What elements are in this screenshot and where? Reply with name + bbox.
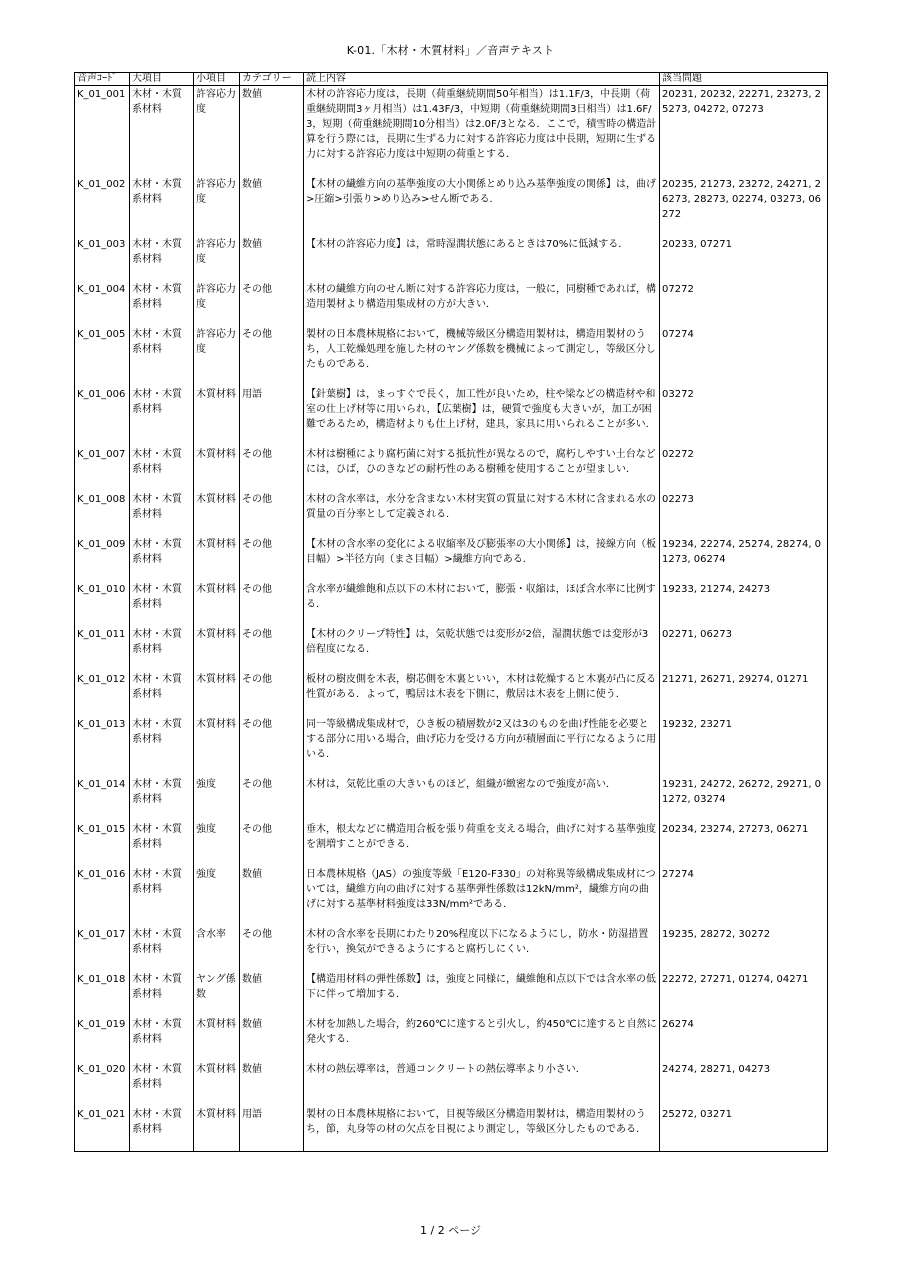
cell-text: 【木材の含水率の変化による収縮率及び膨張率の大小関係】は，接線方向（板目幅）>半径方向（まさ目幅）>繊維方向である． [304, 536, 660, 581]
cell-major: 木材・木質系材料 [130, 776, 194, 821]
cell-code: K_01_020 [75, 1061, 130, 1106]
table-row [75, 671, 828, 716]
cell-minor: 許容応力度 [194, 176, 240, 236]
cell-text: 【構造用材料の弾性係数】は，強度と同様に，繊維飽和点以下では含水率の低下に伴って増加する． [304, 971, 660, 1016]
cell-category: 数値 [240, 1016, 304, 1061]
cell-text: 木材を加熱した場合，約260℃に達すると引火し，約450℃に達すると自然に発火する． [304, 1016, 660, 1061]
table-body [75, 86, 828, 1152]
cell-text: 板材の樹皮側を木表，樹芯側を木裏といい，木材は乾燥すると木裏が凸に反る性質がある．よって，鴨居は木表を下側に，敷居は木表を上側に使う． [304, 671, 660, 716]
cell-problems: 25272, 03271 [660, 1106, 828, 1152]
cell-problems: 19235, 28272, 30272 [660, 926, 828, 971]
cell-code: K_01_003 [75, 236, 130, 281]
cell-text: 木材の熱伝導率は，普通コンクリートの熱伝導率より小さい． [304, 1061, 660, 1106]
cell-minor: 許容応力度 [194, 326, 240, 386]
cell-text: 【木材の許容応力度】は，常時湿潤状態にあるときは70%に低減する． [304, 236, 660, 281]
cell-code: K_01_012 [75, 671, 130, 716]
table-row [75, 581, 828, 626]
cell-minor: 木質材料 [194, 491, 240, 536]
table-row [75, 446, 828, 491]
header-row [75, 73, 828, 86]
cell-category: その他 [240, 536, 304, 581]
cell-minor: 木質材料 [194, 671, 240, 716]
cell-minor: 木質材料 [194, 536, 240, 581]
cell-problems: 20235, 21273, 23272, 24271, 26273, 28273, 02274, 03273, 06272 [660, 176, 828, 236]
cell-category: 数値 [240, 86, 304, 177]
cell-category: その他 [240, 671, 304, 716]
table-row [75, 1016, 828, 1061]
table-row [75, 386, 828, 446]
cell-major: 木材・木質系材料 [130, 926, 194, 971]
cell-minor: 許容応力度 [194, 86, 240, 177]
cell-code: K_01_010 [75, 581, 130, 626]
cell-major: 木材・木質系材料 [130, 971, 194, 1016]
cell-text: 日本農林規格（JAS）の強度等級「E120-F330」の対称異等級構成集成材については，繊維方向の曲げに対する基準弾性係数は12kN/mm²，繊維方向の曲げに対する基準材料強度は33N/mm²である． [304, 866, 660, 926]
cell-minor: 許容応力度 [194, 236, 240, 281]
cell-problems: 19234, 22274, 25274, 28274, 01273, 06274 [660, 536, 828, 581]
page-title: K-01.「木材・木質材料」／音声テキスト [346, 44, 555, 57]
cell-code: K_01_008 [75, 491, 130, 536]
cell-code: K_01_006 [75, 386, 130, 446]
cell-minor: 木質材料 [194, 626, 240, 671]
cell-major: 木材・木質系材料 [130, 86, 194, 177]
cell-major: 木材・木質系材料 [130, 446, 194, 491]
cell-problems: 19233, 21274, 24273 [660, 581, 828, 626]
cell-major: 木材・木質系材料 [130, 491, 194, 536]
cell-problems: 24274, 28271, 04273 [660, 1061, 828, 1106]
cell-major: 木材・木質系材料 [130, 1106, 194, 1152]
cell-code: K_01_019 [75, 1016, 130, 1061]
cell-minor: 木質材料 [194, 386, 240, 446]
cell-text: 垂木，根太などに構造用合板を張り荷重を支える場合，曲げに対する基準強度を割増すことができる． [304, 821, 660, 866]
table-row [75, 176, 828, 236]
cell-text: 含水率が繊維飽和点以下の木材において，膨張・収縮は，ほぼ含水率に比例する． [304, 581, 660, 626]
header-text: 読上内容 [304, 73, 660, 86]
cell-text: 製材の日本農林規格において，目視等級区分構造用製材は，構造用製材のうち，節，丸身等の材の欠点を目視により測定し，等級区分したものである． [304, 1106, 660, 1152]
table-row [75, 536, 828, 581]
header-problems: 該当問題 [660, 73, 828, 86]
cell-major: 木材・木質系材料 [130, 281, 194, 326]
table-row [75, 821, 828, 866]
cell-category: 用語 [240, 386, 304, 446]
cell-category: その他 [240, 926, 304, 971]
table-row [75, 866, 828, 926]
cell-text: 木材の繊維方向のせん断に対する許容応力度は，一般に，同樹種であれば，構造用製材より構造用集成材の方が大きい． [304, 281, 660, 326]
cell-text: 製材の日本農林規格において，機械等級区分構造用製材は，構造用製材のうち，人工乾燥処理を施した材のヤング係数を機械によって測定し，等級区分したものである． [304, 326, 660, 386]
cell-problems: 02271, 06273 [660, 626, 828, 671]
table-row [75, 491, 828, 536]
cell-minor: 木質材料 [194, 446, 240, 491]
cell-code: K_01_021 [75, 1106, 130, 1152]
cell-code: K_01_005 [75, 326, 130, 386]
cell-category: 数値 [240, 176, 304, 236]
cell-category: その他 [240, 581, 304, 626]
cell-problems: 20233, 07271 [660, 236, 828, 281]
cell-problems: 03272 [660, 386, 828, 446]
cell-problems: 20234, 23274, 27273, 06271 [660, 821, 828, 866]
cell-major: 木材・木質系材料 [130, 626, 194, 671]
cell-text: 木材の含水率を長期にわたり20%程度以下になるようにし，防水・防湿措置を行い，換気ができるようにすると腐朽しにくい． [304, 926, 660, 971]
cell-code: K_01_001 [75, 86, 130, 177]
table-row [75, 326, 828, 386]
cell-category: 数値 [240, 236, 304, 281]
cell-code: K_01_018 [75, 971, 130, 1016]
cell-code: K_01_004 [75, 281, 130, 326]
header-category: カテゴリー [240, 73, 304, 86]
header-code: 音声ｺｰﾄﾞ [75, 73, 130, 86]
cell-major: 木材・木質系材料 [130, 1061, 194, 1106]
cell-code: K_01_011 [75, 626, 130, 671]
cell-minor: 木質材料 [194, 1061, 240, 1106]
cell-major: 木材・木質系材料 [130, 716, 194, 776]
cell-problems: 26274 [660, 1016, 828, 1061]
cell-problems: 19231, 24272, 26272, 29271, 01272, 03274 [660, 776, 828, 821]
cell-category: 数値 [240, 866, 304, 926]
cell-category: 用語 [240, 1106, 304, 1152]
cell-category: その他 [240, 281, 304, 326]
cell-text: 木材の含水率は，水分を含まない木材実質の質量に対する木材に含まれる水の質量の百分率として定義される． [304, 491, 660, 536]
header-minor: 小項目 [194, 73, 240, 86]
cell-code: K_01_009 [75, 536, 130, 581]
cell-minor: 強度 [194, 776, 240, 821]
cell-category: その他 [240, 626, 304, 671]
cell-category: 数値 [240, 1061, 304, 1106]
table-row [75, 236, 828, 281]
table-row [75, 626, 828, 671]
cell-major: 木材・木質系材料 [130, 386, 194, 446]
cell-code: K_01_013 [75, 716, 130, 776]
cell-category: その他 [240, 491, 304, 536]
table-row [75, 281, 828, 326]
page-footer: 1 / 2 ページ [420, 1224, 481, 1237]
cell-code: K_01_016 [75, 866, 130, 926]
cell-category: 数値 [240, 971, 304, 1016]
cell-major: 木材・木質系材料 [130, 581, 194, 626]
cell-text: 木材の許容応力度は，長期（荷重継続期間50年相当）は1.1F/3，中長期（荷重継続期間3ヶ月相当）は1.43F/3，中短期（荷重継続期間3日相当）は1.6F/3，短期（荷重継続期間10分相当）は2.0F/3となる．ここで，積雪時の構造計算を行う際には，長期に生ずる力に対する許容応力度は中長期，短期に生ずる力に対する許容応力度は中短期の荷重とする． [304, 86, 660, 177]
cell-minor: 強度 [194, 866, 240, 926]
cell-minor: 強度 [194, 821, 240, 866]
cell-minor: 木質材料 [194, 581, 240, 626]
cell-problems: 19232, 23271 [660, 716, 828, 776]
cell-text: 木材は樹種により腐朽菌に対する抵抗性が異なるので，腐朽しやすい土台などには，ひば，ひのきなどの耐朽性のある樹種を使用することが望ましい． [304, 446, 660, 491]
cell-category: その他 [240, 821, 304, 866]
table-row [75, 926, 828, 971]
cell-code: K_01_002 [75, 176, 130, 236]
header-major: 大項目 [130, 73, 194, 86]
cell-text: 【木材のクリープ特性】は，気乾状態では変形が2倍，湿潤状態では変形が3倍程度になる． [304, 626, 660, 671]
table-row [75, 716, 828, 776]
cell-major: 木材・木質系材料 [130, 326, 194, 386]
cell-problems: 07274 [660, 326, 828, 386]
cell-problems: 22272, 27271, 01274, 04271 [660, 971, 828, 1016]
cell-minor: 木質材料 [194, 1016, 240, 1061]
cell-code: K_01_007 [75, 446, 130, 491]
cell-major: 木材・木質系材料 [130, 821, 194, 866]
cell-major: 木材・木質系材料 [130, 176, 194, 236]
cell-code: K_01_015 [75, 821, 130, 866]
cell-text: 木材は，気乾比重の大きいものほど，組織が緻密なので強度が高い． [304, 776, 660, 821]
cell-problems: 07272 [660, 281, 828, 326]
table-row [75, 1061, 828, 1106]
cell-category: その他 [240, 776, 304, 821]
cell-minor: 木質材料 [194, 1106, 240, 1152]
voice-text-table [74, 72, 828, 1152]
cell-text: 同一等級構成集成材で，ひき板の積層数が2又は3のものを曲げ性能を必要とする部分に用いる場合，曲げ応力を受ける方向が積層面に平行になるように用いる． [304, 716, 660, 776]
cell-code: K_01_017 [75, 926, 130, 971]
cell-major: 木材・木質系材料 [130, 1016, 194, 1061]
cell-major: 木材・木質系材料 [130, 236, 194, 281]
cell-major: 木材・木質系材料 [130, 866, 194, 926]
table-row [75, 971, 828, 1016]
cell-minor: 許容応力度 [194, 281, 240, 326]
table-row [75, 86, 828, 177]
cell-major: 木材・木質系材料 [130, 671, 194, 716]
cell-problems: 27274 [660, 866, 828, 926]
cell-minor: 木質材料 [194, 716, 240, 776]
cell-minor: 含水率 [194, 926, 240, 971]
cell-problems: 02272 [660, 446, 828, 491]
cell-text: 【木材の繊維方向の基準強度の大小関係とめり込み基準強度の関係】は，曲げ>圧縮>引張り>めり込み>せん断である． [304, 176, 660, 236]
cell-category: その他 [240, 326, 304, 386]
cell-problems: 20231, 20232, 22271, 23273, 25273, 04272, 07273 [660, 86, 828, 177]
cell-problems: 02273 [660, 491, 828, 536]
cell-text: 【針葉樹】は，まっすぐで長く，加工性が良いため，柱や梁などの構造材や和室の仕上げ材等に用いられ，【広葉樹】は，硬質で強度も大きいが，加工が困難であるため，構造材よりも仕上げ材，建具，家具に用いられることが多い． [304, 386, 660, 446]
table-row [75, 1106, 828, 1152]
cell-category: その他 [240, 716, 304, 776]
cell-minor: ヤング係数 [194, 971, 240, 1016]
cell-category: その他 [240, 446, 304, 491]
cell-major: 木材・木質系材料 [130, 536, 194, 581]
cell-problems: 21271, 26271, 29274, 01271 [660, 671, 828, 716]
table-row [75, 776, 828, 821]
cell-code: K_01_014 [75, 776, 130, 821]
